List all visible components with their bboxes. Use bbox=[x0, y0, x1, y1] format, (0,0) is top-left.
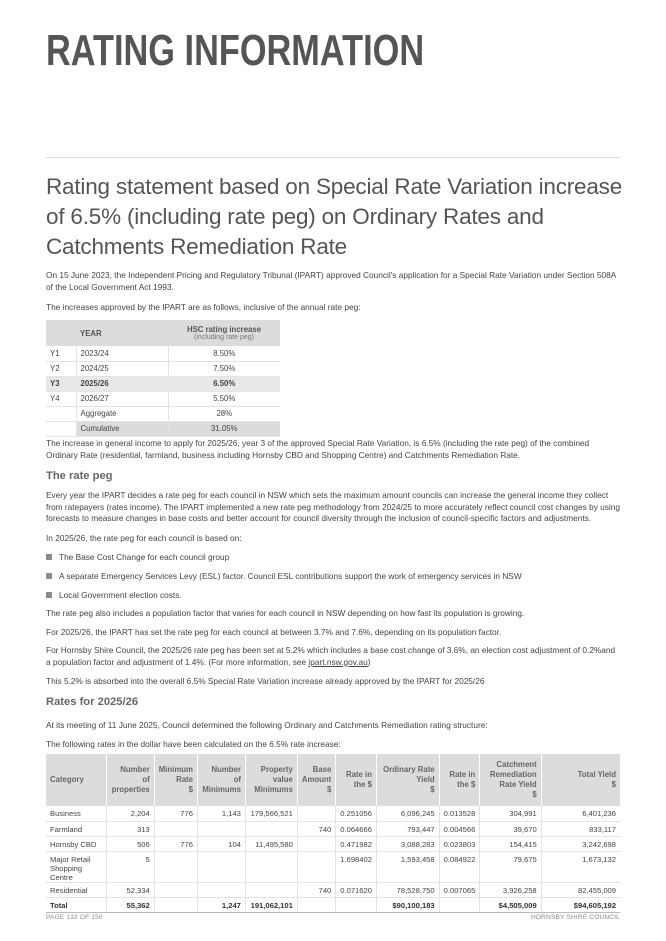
table-row bbox=[46, 851, 620, 882]
cell-num-min: 1,247 bbox=[197, 897, 245, 912]
srv-row-value: 6.50% bbox=[168, 376, 280, 391]
table-row bbox=[46, 882, 620, 897]
cell-ord: 1,593,458 bbox=[376, 851, 439, 882]
rate-peg-paragraph-5a: For Hornsby Shire Council, the 2025/26 rate peg has been set at 5.2% which includes a base cost change of 3.6%, an election cost adjustment of 0.2%and a population factor and adjustment of 1.4%. (For more information, see bbox=[46, 645, 616, 667]
cell-total: $94,605,192 bbox=[541, 897, 620, 912]
square-bullet-icon bbox=[46, 592, 52, 598]
cell-category: Hornsby CBD bbox=[46, 836, 106, 851]
page-number: PAGE 132 OF 150 bbox=[46, 914, 103, 921]
bullet-item bbox=[46, 552, 229, 562]
cell-ord: 3,088,283 bbox=[376, 836, 439, 851]
cell-base bbox=[297, 897, 335, 912]
srv-table bbox=[46, 320, 280, 437]
after-table-paragraph: The increase in general income to apply for 2025/26, year 3 of the approved Special Rate Variation, is 6.5% (including the rate peg) of the combined Ordinary Rate (residential, farmland, business including Hornsby CBD and Shopping Centre) and Catchments Remediation Rate. bbox=[46, 438, 590, 460]
srv-row-value: 28% bbox=[168, 406, 280, 421]
table-row bbox=[46, 821, 620, 836]
cell-rate: 0.251056 bbox=[336, 806, 377, 821]
intro-paragraph-1: On 15 June 2023, the Independent Pricing and Regulatory Tribunal (IPART) approved Council's application for a Special Rate Variation under Section 508A of the Local Government Act 1993. bbox=[46, 270, 616, 292]
cell-prop-val: 191,062,101 bbox=[245, 897, 297, 912]
cell-props: 52,334 bbox=[106, 882, 154, 897]
rates-heading: Rates for 2025/26 bbox=[46, 696, 139, 708]
srv-table-header bbox=[46, 320, 280, 346]
ipart-link[interactable]: ipart.nsw.gov.au bbox=[308, 656, 368, 667]
bullet-item bbox=[46, 590, 182, 600]
cell-total: 82,455,009 bbox=[541, 882, 620, 897]
header-category: Category bbox=[46, 754, 106, 806]
srv-row-label bbox=[46, 406, 76, 421]
header-total-yield: Total Yield $ bbox=[541, 754, 620, 806]
cell-prop-val: 11,495,580 bbox=[245, 836, 297, 851]
srv-row-label: Y3 bbox=[46, 376, 76, 391]
bullet-item bbox=[46, 571, 522, 581]
srv-row-label: Y1 bbox=[46, 346, 76, 361]
cell-min-rate bbox=[154, 897, 197, 912]
srv-row-label: Y4 bbox=[46, 391, 76, 406]
cell-props: 2,204 bbox=[106, 806, 154, 821]
main-title: RATING INFORMATION bbox=[46, 26, 425, 75]
cell-category: Farmland bbox=[46, 821, 106, 836]
srv-header-increase bbox=[168, 320, 280, 346]
srv-row-label bbox=[46, 421, 76, 436]
square-bullet-icon bbox=[46, 573, 52, 579]
srv-row bbox=[46, 361, 280, 376]
srv-row-value: 5.50% bbox=[168, 391, 280, 406]
cell-rate: 0.471982 bbox=[336, 836, 377, 851]
cell-num-min: 104 bbox=[197, 836, 245, 851]
header-rate-in-dollar-2: Rate in the $ bbox=[439, 754, 480, 806]
srv-row-value: 31.05% bbox=[168, 421, 280, 436]
header-num-minimums: Number of Minimums bbox=[197, 754, 245, 806]
rate-peg-paragraph-5b: ) bbox=[367, 656, 371, 667]
cell-rate: 0.064666 bbox=[336, 821, 377, 836]
footer-org-name: HORNSBY SHIRE COUNCIL bbox=[531, 914, 620, 921]
cell-base: 740 bbox=[297, 882, 335, 897]
cell-ord: $90,100,183 bbox=[376, 897, 439, 912]
cell-rate: 0.071620 bbox=[336, 882, 377, 897]
bullet-text: The Base Cost Change for each council group bbox=[59, 552, 230, 562]
cell-num-min bbox=[197, 851, 245, 882]
header-base-amount: Base Amount $ bbox=[297, 754, 335, 806]
cell-catch: 154,415 bbox=[480, 836, 541, 851]
srv-row-year: 2025/26 bbox=[76, 376, 168, 391]
cell-rate2: 0.023803 bbox=[439, 836, 480, 851]
srv-row-year: Aggregate bbox=[76, 406, 168, 421]
square-bullet-icon bbox=[46, 554, 52, 560]
cell-base: 740 bbox=[297, 821, 335, 836]
cell-min-rate: 776 bbox=[154, 836, 197, 851]
srv-header-year: YEAR bbox=[76, 320, 168, 346]
rate-peg-paragraph-6: This 5.2% is absorbed into the overall 6.5% Special Rate Variation increase already approved by the IPART for 2025/26 bbox=[46, 676, 485, 686]
srv-row-year: Cumulative bbox=[76, 421, 168, 436]
srv-header-increase-sub: (including rate peg) bbox=[194, 334, 254, 341]
srv-row bbox=[46, 346, 280, 361]
rates-table bbox=[46, 754, 620, 913]
srv-row-cumulative bbox=[46, 421, 280, 436]
srv-row-label: Y2 bbox=[46, 361, 76, 376]
cell-rate2: 0.007065 bbox=[439, 882, 480, 897]
cell-min-rate bbox=[154, 851, 197, 882]
cell-props: 55,362 bbox=[106, 897, 154, 912]
rate-peg-paragraph-4: For 2025/26, the IPART has set the rate peg for each council at between 3.7% and 7.6%, depending on its population factor. bbox=[46, 627, 502, 637]
cell-total: 3,242,698 bbox=[541, 836, 620, 851]
cell-ord: 78,528,750 bbox=[376, 882, 439, 897]
header-property-value: Property value Minimums bbox=[245, 754, 297, 806]
rate-peg-paragraph-3: The rate peg also includes a population factor that varies for each council in NSW depending on how fast its population is growing. bbox=[46, 608, 525, 618]
rate-peg-heading: The rate peg bbox=[46, 470, 113, 482]
header-rate-in-dollar: Rate in the $ bbox=[336, 754, 377, 806]
cell-total: 1,673,132 bbox=[541, 851, 620, 882]
cell-ord: 793,447 bbox=[376, 821, 439, 836]
srv-row-year: 2023/24 bbox=[76, 346, 168, 361]
cell-catch: 79,675 bbox=[480, 851, 541, 882]
cell-num-min bbox=[197, 821, 245, 836]
srv-row-aggregate bbox=[46, 406, 280, 421]
cell-catch: $4,505,009 bbox=[480, 897, 541, 912]
cell-base bbox=[297, 836, 335, 851]
cell-category: Total bbox=[46, 897, 106, 912]
cell-rate bbox=[336, 897, 377, 912]
rate-peg-paragraph-1: Every year the IPART decides a rate peg for each council in NSW which sets the maximum amount councils can increase the general income they collect from ratepayers (rates income). The IPART implemented a new rate peg methodology from 2024/25 to more accurately reflect council cost changes by using forecasts to measure changes in base costs and better account for council diversity through the inclusion of council-specific factors and adjustments. bbox=[46, 490, 620, 523]
cell-rate2 bbox=[439, 897, 480, 912]
cell-prop-val: 179,566,521 bbox=[245, 806, 297, 821]
srv-row bbox=[46, 391, 280, 406]
cell-base bbox=[297, 806, 335, 821]
cell-category: Residential bbox=[46, 882, 106, 897]
cell-prop-val bbox=[245, 851, 297, 882]
cell-catch: 304,991 bbox=[480, 806, 541, 821]
srv-row-value: 8.50% bbox=[168, 346, 280, 361]
srv-row-highlighted bbox=[46, 376, 280, 391]
cell-rate2: 0.004566 bbox=[439, 821, 480, 836]
cell-rate2: 0.084922 bbox=[439, 851, 480, 882]
cell-prop-val bbox=[245, 882, 297, 897]
table-row bbox=[46, 806, 620, 821]
cell-base bbox=[297, 851, 335, 882]
cell-category: Major Retail Shopping Centre bbox=[46, 851, 106, 882]
cell-prop-val bbox=[245, 821, 297, 836]
title-divider bbox=[46, 157, 620, 158]
cell-min-rate bbox=[154, 882, 197, 897]
rates-table-header bbox=[46, 754, 620, 806]
header-num-properties: Number of properties bbox=[106, 754, 154, 806]
cell-min-rate bbox=[154, 821, 197, 836]
cell-rate2: 0.013528 bbox=[439, 806, 480, 821]
header-min-rate: Minimum Rate $ bbox=[154, 754, 197, 806]
rates-paragraph-1: At its meeting of 11 June 2025, Council determined the following Ordinary and Catchments Remediation rating structure: bbox=[46, 720, 488, 730]
bullet-text: A separate Emergency Services Levy (ESL) factor. Council ESL contributions support the work of emergency services in NSW bbox=[59, 571, 522, 581]
cell-props: 506 bbox=[106, 836, 154, 851]
srv-row-value: 7.50% bbox=[168, 361, 280, 376]
cell-catch: 39,670 bbox=[480, 821, 541, 836]
rates-paragraph-2: The following rates in the dollar have been calculated on the 6.5% rate increase: bbox=[46, 739, 341, 749]
section-title: Rating statement based on Special Rate Variation increase of 6.5% (including rate peg) on Ordinary Rates and Catchments Remediation Rate bbox=[46, 174, 623, 259]
cell-num-min bbox=[197, 882, 245, 897]
cell-catch: 3,926,258 bbox=[480, 882, 541, 897]
srv-row-year: 2024/25 bbox=[76, 361, 168, 376]
cell-min-rate: 776 bbox=[154, 806, 197, 821]
cell-props: 313 bbox=[106, 821, 154, 836]
cell-props: 5 bbox=[106, 851, 154, 882]
cell-ord: 6,096,245 bbox=[376, 806, 439, 821]
cell-rate: 1.698402 bbox=[336, 851, 377, 882]
rate-peg-paragraph-2: In 2025/26, the rate peg for each council is based on: bbox=[46, 533, 242, 543]
srv-header-blank bbox=[46, 320, 76, 346]
cell-category: Business bbox=[46, 806, 106, 821]
cell-total: 6,401,236 bbox=[541, 806, 620, 821]
rate-peg-paragraph-5 bbox=[46, 645, 621, 668]
cell-total: 833,117 bbox=[541, 821, 620, 836]
srv-row-year: 2026/27 bbox=[76, 391, 168, 406]
table-row bbox=[46, 836, 620, 851]
table-total-row bbox=[46, 897, 620, 912]
intro-paragraph-2: The increases approved by the IPART are as follows, inclusive of the annual rate peg: bbox=[46, 302, 361, 312]
header-ordinary-yield: Ordinary Rate Yield $ bbox=[376, 754, 439, 806]
bullet-text: Local Government election costs. bbox=[59, 590, 182, 600]
header-catchment-yield: Catchment Remediation Rate Yield $ bbox=[480, 754, 541, 806]
srv-header-increase-label: HSC rating increase bbox=[186, 325, 262, 334]
cell-num-min: 1,143 bbox=[197, 806, 245, 821]
